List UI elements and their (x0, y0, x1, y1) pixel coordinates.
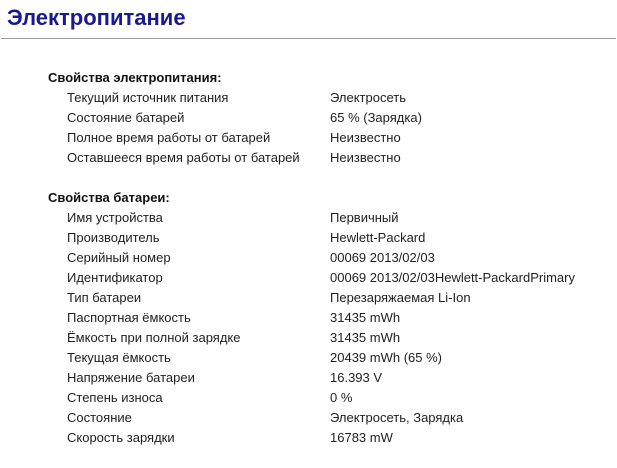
section-heading-power: Свойства электропитания: (48, 70, 222, 85)
section-power-properties (0, 68, 617, 168)
table-row (0, 388, 617, 408)
row-value: 31435 mWh (330, 330, 401, 345)
row-label: Текущий источник питания (67, 90, 229, 105)
row-value: Неизвестно (330, 150, 401, 165)
table-row (0, 368, 617, 388)
page-title: Электропитание (7, 5, 186, 30)
row-value: 0 % (330, 390, 353, 405)
row-label: Паспортная ёмкость (67, 310, 191, 325)
row-value: 31435 mWh (330, 310, 401, 325)
row-label: Текущая ёмкость (67, 350, 171, 365)
power-report-page (0, 5, 617, 448)
table-row (0, 408, 617, 428)
table-row (0, 248, 617, 268)
row-value: Электросеть (330, 90, 407, 105)
row-value: 16783 mW (330, 430, 393, 445)
row-value: 00069 2013/02/03 (330, 250, 435, 265)
row-value: 00069 2013/02/03Hewlett-PackardPrimary (330, 270, 575, 285)
row-label: Полное время работы от батарей (67, 130, 271, 145)
row-label: Ёмкость при полной зарядке (67, 330, 241, 345)
table-row (0, 128, 617, 148)
table-row (0, 268, 617, 288)
table-row (0, 108, 617, 128)
row-label: Идентификатор (67, 270, 163, 285)
row-label: Серийный номер (67, 250, 171, 265)
table-row (0, 228, 617, 248)
section-heading-battery: Свойства батареи: (48, 190, 170, 205)
row-label: Состояние (67, 410, 132, 425)
row-value: Электросеть, Зарядка (330, 410, 464, 425)
title-divider (1, 38, 616, 39)
row-value: Hewlett-Packard (330, 230, 426, 245)
row-value: Перезаряжаемая Li-Ion (330, 290, 471, 305)
row-value: 65 % (Зарядка) (330, 110, 422, 125)
table-row (0, 88, 617, 108)
row-label: Производитель (67, 230, 160, 245)
table-row (0, 288, 617, 308)
section-battery-properties (0, 188, 617, 448)
table-row (0, 328, 617, 348)
row-label: Скорость зарядки (67, 430, 175, 445)
report-body (0, 68, 617, 448)
row-label: Состояние батарей (67, 110, 185, 125)
table-row (0, 428, 617, 448)
table-row (0, 348, 617, 368)
row-label: Оставшееся время работы от батарей (67, 150, 300, 165)
row-label: Имя устройства (67, 210, 163, 225)
section-spacer (0, 168, 617, 188)
row-value: Первичный (330, 210, 399, 225)
row-label: Напряжение батареи (67, 370, 195, 385)
row-label: Степень износа (67, 390, 163, 405)
row-label: Тип батареи (67, 290, 142, 305)
row-value: Неизвестно (330, 130, 401, 145)
table-row (0, 208, 617, 228)
table-row (0, 148, 617, 168)
table-row (0, 308, 617, 328)
row-value: 16.393 V (330, 370, 383, 385)
row-value: 20439 mWh (65 %) (330, 350, 442, 365)
